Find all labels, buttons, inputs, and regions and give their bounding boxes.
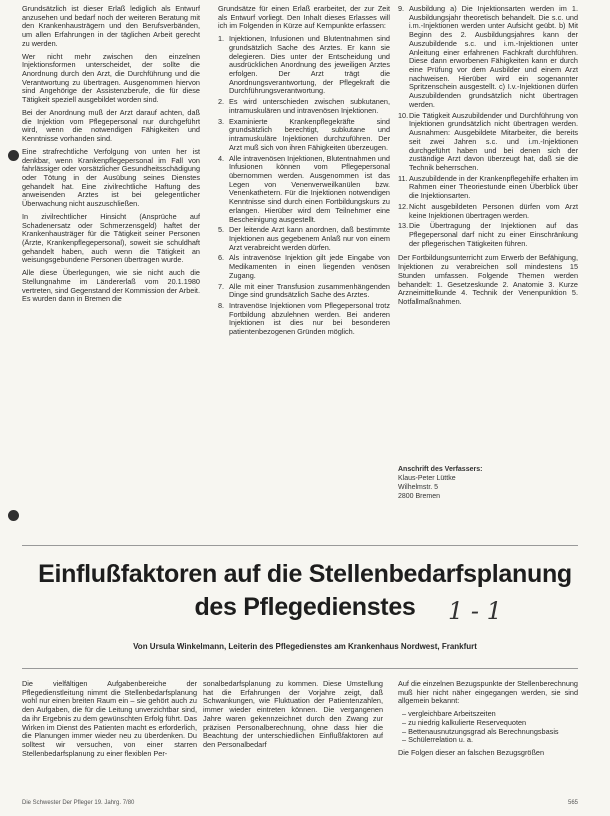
list-item-number: 8. [218, 301, 225, 310]
list-item-number: 7. [218, 281, 225, 291]
numbered-list [218, 35, 390, 337]
list-item-number: 2. [218, 97, 225, 107]
list-item-text: Injektionen, Infusionen und Blutentnahmen sind grundsätzlich Sache des Arztes. Er kann sie delegieren. Dies unter der Entscheidung und ausdrücklichen Anordnung des jeweiligen Arztes erfolgen. Der Arzt trägt die Anordnungsverantwortung, der Pflegekraft die Durchführungsverantwortung. [229, 34, 390, 96]
list-item-text: Als intravenöse Injektion gilt jede Eingabe von Medikamenten in einen liegenden venösen Zugang. [229, 253, 390, 280]
paragraph: Die Folgen dieser an falschen Bezugsgrößen [398, 748, 545, 758]
author-address-line: Klaus-Peter Lüttke [398, 475, 456, 482]
paragraph: Der Fortbildungsunterricht zum Erwerb der Befähigung, Injektionen zu verabreichen soll mindestens 15 Stunden umfassen. Folgende Themen werden behandelt: 1. Gesetzeskunde 2. Anatomie 3. Kurze Arzneimittelkunde 4. Technik der Venenpunktion 5. Notfallmaßnahmen. [398, 253, 578, 306]
list-item [218, 283, 390, 300]
upper-column-1 [22, 5, 200, 535]
list-item [218, 254, 390, 280]
article-column-1 [22, 680, 197, 795]
list-item [398, 203, 578, 220]
list-item-text: Die Übertragung der Injektionen auf das Pflegepersonal darf nicht zu einer Einschränkung der pflegerischen Tätigkeiten führen. [409, 221, 578, 248]
list-item [218, 302, 390, 337]
list-item [218, 98, 390, 115]
list-item-text: Der leitende Arzt kann anordnen, daß bestimmte Injektionen aus gegebenem Anlaß nur von einem Arzt verabreicht werden dürfen. [229, 225, 390, 252]
list-item-text: Die Tätigkeit Auszubildender und Durchführung von Injektionen grundsätzlich nicht übertragen werden. Ausnahmen: Ausgebildete Mitarbeiter, die bereits seit zwei Jahren s.c. und i.m.-Injektionen durchgeführt haben und bei denen sich der zuständige Arzt davon überzeugt hat, daß sie die Technik beherrschen. [409, 110, 578, 172]
punch-hole [8, 150, 19, 161]
article-title-line-1: Einflußfaktoren auf die Stellenbedarfsplanung [38, 560, 572, 588]
list-item-text: Intravenöse Injektionen vom Pflegepersonal trotz Fortbildung abzulehnen werden. Bei anderen Injektionen ist dies nur bei besonderen patientenbezogenen Gründen möglich. [229, 301, 390, 337]
author-address [398, 465, 578, 501]
author-address-line: Wilhelmstr. 5 [398, 484, 439, 491]
page-footer [22, 800, 578, 806]
list-item-number: 10. [398, 110, 409, 120]
journal-citation: Die Schwester Der Pfleger 19. Jahrg. 7/80 [22, 800, 135, 806]
list-item-number: 3. [218, 116, 225, 126]
paragraph: Wer nicht mehr zwischen den einzelnen Injektionsformen unterscheidet, der sollte die Anordnung durch den Arzt, die Durchführung und die Verantwortung zu übertragen. Ausgenommen hiervon sind Angehörige der Assistenzberufe, die für diese Tätigkeit speziell ausgebildet worden sind. [22, 51, 200, 105]
upper-column-2 [218, 5, 390, 535]
list-item [218, 118, 390, 153]
list-item-text: Es wird unterschieden zwischen subkutanen, intramuskulären und intravenösen Injektionen. [229, 97, 390, 115]
article-column-3 [398, 680, 578, 795]
upper-column-3 [398, 5, 578, 450]
list-item-number: 5. [218, 225, 225, 235]
list-item-number: 6. [218, 253, 225, 263]
list-item-number: 1. [218, 34, 225, 44]
paragraph: Auf die einzelnen Bezugspunkte der Stellenberechnung muß hier nicht näher eingegangen werden, sie sind allgemein bekannt: [398, 680, 578, 706]
paragraph: Grundsätzlich ist dieser Erlaß lediglich als Entwurf anzusehen und bedarf noch der weiteren Beratung mit den Krankenhausträgern und den Berufsverbänden, um allen Erfahrungen in der täglichen Arbeit gerecht zu werden. [22, 5, 200, 48]
paragraph: In zivilrechtlicher Hinsicht (Ansprüche auf Schadenersatz oder Schmerzensgeld) haftet der Krankenhausträger für die Tätigkeit seiner Personen (Ärzte, Krankenpflegepersonal), soweit sie schuldhaft gehandelt haben, auch wenn die Tätigkeit an weisungsgebundene Personen übertragen wurde. [22, 211, 200, 265]
byline-divider [22, 668, 578, 669]
list-item-text: Alle mit einer Transfusion zusammenhängenden Dinge sind grundsätzlich Sache des Arztes. [229, 281, 390, 300]
list-item [398, 5, 578, 110]
bullet-item: – Bettenausnutzungsgrad als Berechnungsbasis [402, 726, 559, 736]
list-item-number: 12. [398, 201, 409, 211]
list-item-text: Auszubildende in der Krankenpflegehilfe erhalten im Rahmen einer Theoriestunde einen Überblick über die Injektionsarten. [409, 173, 578, 201]
bullet-item: – zu niedrig kalkulierte Reservequoten [402, 717, 527, 727]
list-item-text: Alle intravenösen Injektionen, Blutentnahmen und Infusionen können vom Pflegepersonal übernommen werden. Ausgenommen ist das Legen von Venenverweilkanülen bzw. Venenkathetern. Für die Injektionen notwendigen Kenntnisse sind durch einen Fortbildungskurs zu erlangen. Hierüber wird dem Teilnehmer eine Bescheinigung ausgestellt. [229, 153, 390, 224]
numbered-list [398, 5, 578, 248]
list-item-text: Examinierte Krankenpflegekräfte sind grundsätzlich berechtigt, subkutane und intramuskuläre Injektionen durchzuführen. Der Arzt muß sich von ihren Fähigkeiten überzeugen. [229, 116, 390, 152]
bullet-item: – Schülerrelation u. a. [402, 735, 473, 745]
paragraph: sonalbedarfsplanung zu kommen. Diese Umstellung hat die Erfahrungen der Vorjahre zeigt, daß Schwankungen, wie Fluktuation der Patientenzahlen, immer wieder eintreten können. Die vergangenen Jahre waren gekennzeichnet durch den Zwang zur präzisen Personalberechnung, ohne dass hier die Beachtung der unterschiedlichen Einflußfaktoren auf den Personalbedarf [203, 680, 383, 750]
list-item [218, 35, 390, 96]
paragraph: Die vielfältigen Aufgabenbereiche der Pflegedienstleitung nimmt die Stellenbedarfsplanung wohl nur einen breiten Raum ein – sie gehört auch zu den Aufgaben, die für die Leitung unverzichtbar sind, da ihr Ergebnis zu dem gewünschten Erfolg führt. Das Wirken im Dienst des Patienten macht es erforderlich, die Planungen immer wieder neu zu überdenken. Du solltest wir versuchen, von einer starren Stellenbedarfsplanung zu einer flexiblen Per- [22, 680, 197, 758]
article-title-line-2: des Pflegedienstes [194, 593, 416, 621]
list-item [398, 112, 578, 173]
author-address-line: 2800 Bremen [398, 493, 441, 500]
article-byline: Von Ursula Winkelmann, Leiterin des Pflegedienstes am Krankenhaus Nordwest, Frankfurt [133, 642, 477, 651]
list-item [218, 155, 390, 225]
handwritten-note: 1 - 1 [448, 597, 502, 625]
list-item-number: 4. [218, 153, 225, 163]
article-column-2 [203, 680, 383, 795]
paragraph: Eine strafrechtliche Verfolgung von unten her ist denkbar, wenn Krankenpflegepersonal im Fall von fahrlässiger oder vorsätzlicher Gesundheitsschädigung oder Tötung in der Ausübung seines Dienstes gehandelt hat. Eine zivilrechtliche Haftung des anweisenden Arztes ist bei gelegentlicher Überwachung nicht auszuschließen. [22, 146, 200, 209]
paragraph: Alle diese Überlegungen, wie sie nicht auch die Stellungnahme im Ländererlaß vom 20.1.1980 vertreten, sind Gegenstand der Kommission der Arbeit. Es wurden dann in Bremen die [22, 268, 200, 304]
list-item-number: 9. [398, 5, 405, 13]
punch-hole [8, 510, 19, 521]
section-divider [22, 545, 578, 546]
author-address-label: Anschrift des Verfassers: [398, 466, 483, 473]
list-item-number: 11. [398, 173, 408, 183]
page-number: 565 [567, 800, 578, 806]
paragraph: Bei der Anordnung muß der Arzt darauf achten, daß die Injektion vom Pflegepersonal nur durchgeführt wird, wenn die notwendigen Fähigkeiten und Kenntnisse vorhanden sind. [22, 107, 200, 144]
list-item [398, 175, 578, 201]
list-item-text: Ausbildung a) Die Injektionsarten werden im 1. Ausbildungsjahr theoretisch behandelt. Die s.c. und i.m.-Injektionen werden unter Aufsicht geübt. b) Mit Beginn des 2. Ausbildungsjahres kann der Auszubildende s.c. und i.m.-Injektionen unter Anleitung einer erfahrenen Fachkraft durchführen. Diese dann erworbenen Fähigkeiten kann er durch eine Prüfung vor dem Ausbilder und einem Arzt nachweisen. Hierüber wird ein sogenannter Spritzenschein ausgestellt. c) I.v.-Injektionen dürfen Auszubildenden grundsätzlich nicht übertragen werden. [409, 5, 578, 109]
list-item-text: Nicht ausgebildeten Personen dürfen vom Arzt keine Injektionen übertragen werden. [409, 201, 578, 220]
paragraph: Grundsätze für einen Erlaß erarbeitet, der zur Zeit als Entwurf vorliegt. Den Inhalt dieses Erlasses will ich im Folgenden in Kürze auf Kernpunkte erfassen: [218, 5, 390, 31]
list-item-number: 13. [398, 221, 409, 231]
bullet-item: – vergleichbare Arbeitszeiten [402, 709, 496, 719]
list-item [398, 222, 578, 248]
list-item [218, 226, 390, 252]
